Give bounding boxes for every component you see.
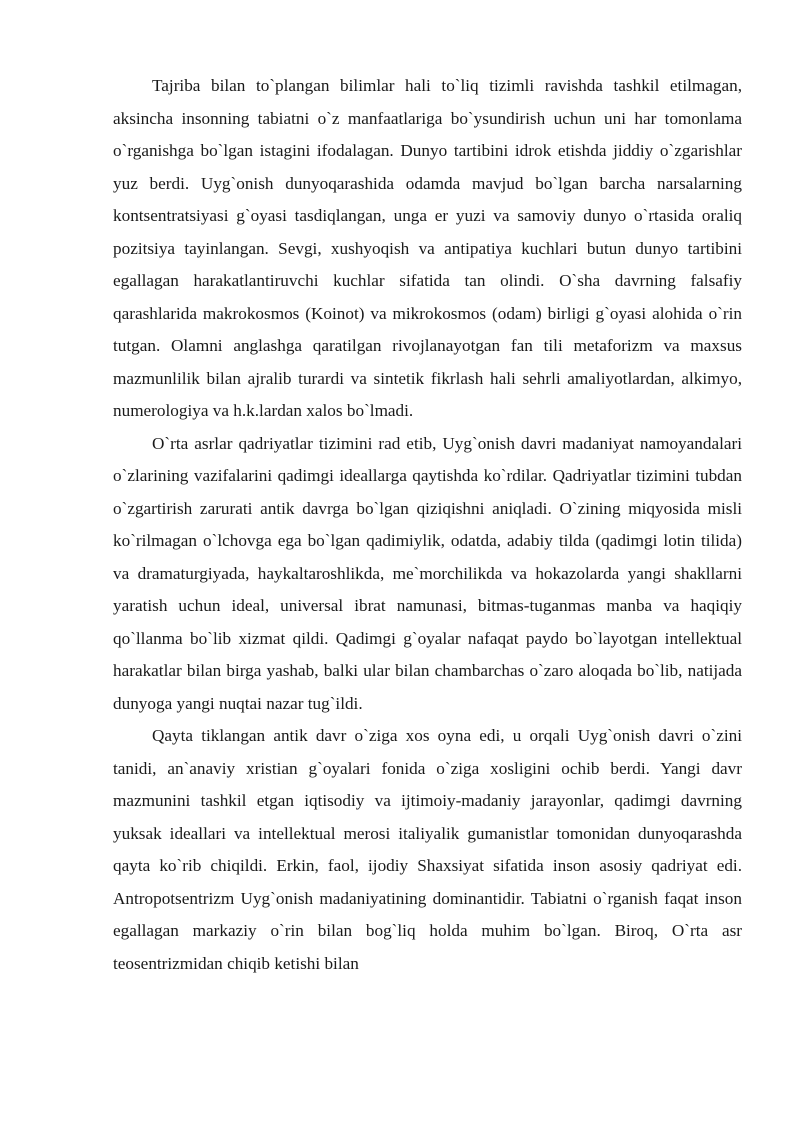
paragraph-1: Tajriba bilan to`plangan bilimlar hali to`liq tizimli ravishda tashkil etilmagan, aksincha insonning tabiatni o`z manfaatlariga bo`ysundirish uchun uni har tomonlama o`rganishga bo`lgan istagini ifodalagan. Dunyo tartibini idrok etishda jiddiy o`zgarishlar yuz berdi. Uyg`onish dunyoqarashida odamda mavjud bo`lgan barcha narsalarning kontsentratsiyasi g`oyasi tasdiqlangan, unga er yuzi va samoviy dunyo o`rtasida oraliq pozitsiya tayinlangan. Sevgi, xushyoqish va antipatiya kuchlari butun dunyo tartibini egallagan harakatlantiruvchi kuchlar sifatida tan olindi. O`sha davrning falsafiy qarashlarida makrokosmos (Koinot) va mikrokosmos (odam) birligi g`oyasi alohida o`rin tutgan. Olamni anglashga qaratilgan rivojlanayotgan fan tili metaforizm va maxsus mazmunlilik bilan ajralib turardi va sintetik fikrlash hali sehrli amaliyotlardan, alkimyo, numerologiya va h.k.lardan xalos bo`lmadi. <box>113 76 742 420</box>
paragraph-2: O`rta asrlar qadriyatlar tizimini rad etib, Uyg`onish davri madaniyat namoyandalari o`zlarining vazifalarini qadimgi ideallarga qaytishda ko`rdilar. Qadriyatlar tizimini tubdan o`zgartirish zarurati antik davrga bo`lgan qiziqishni aniqladi. O`zining miqyosida misli ko`rilmagan o`lchovga ega bo`lgan qadimiylik, odatda, adabiy tilda (qadimgi lotin tilida) va dramaturgiyada, haykaltaroshlikda, me`morchilikda va hokazolarda yangi shakllarni yaratish uchun ideal, universal ibrat namunasi, bitmas-tuganmas manba va haqiqiy qo`llanma bo`lib xizmat qildi. Qadimgi g`oyalar nafaqat paydo bo`layotgan intellektual harakatlar bilan birga yashab, balki ular bilan chambarchas o`zaro aloqada bo`lib, natijada dunyoga yangi nuqtai nazar tug`ildi. <box>113 433 742 713</box>
document-page <box>113 70 742 980</box>
paragraph-3: Qayta tiklangan antik davr o`ziga xos oyna edi, u orqali Uyg`onish davri o`zini tanidi, an`anaviy xristian g`oyalari fonida o`ziga xosligini ochib berdi. Yangi davr mazmunini tashkil etgan iqtisodiy va ijtimoiy-madaniy jarayonlar, qadimgi davrning yuksak ideallari va intellektual merosi italiyalik gumanistlar tomonidan dunyoqarashda qayta ko`rib chiqildi. Erkin, faol, ijodiy Shaxsiyat sifatida inson asosiy qadriyat edi. Antropotsentrizm Uyg`onish madaniyatining dominantidir. Tabiatni o`rganish faqat inson egallagan markaziy o`rin bilan bog`liq holda muhim bo`lgan. Biroq, O`rta asr teosentrizmidan chiqib ketishi bilan <box>113 726 742 973</box>
